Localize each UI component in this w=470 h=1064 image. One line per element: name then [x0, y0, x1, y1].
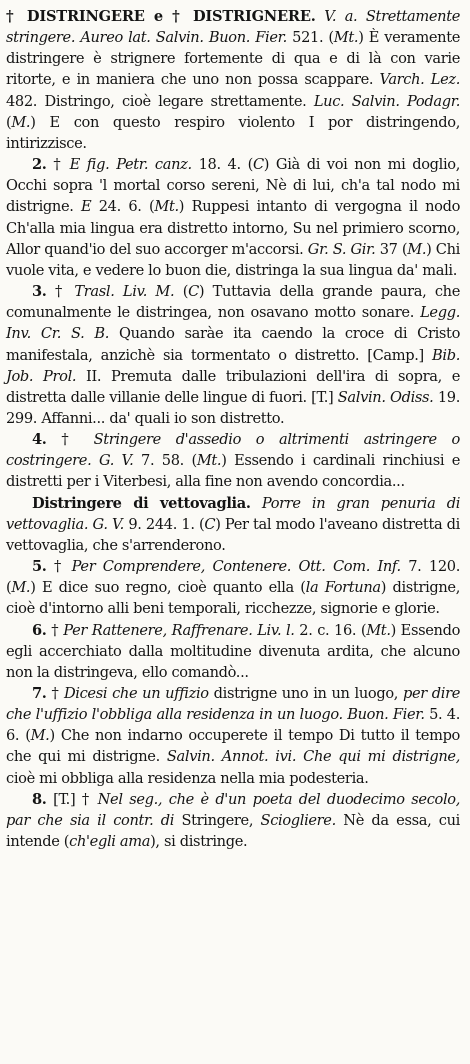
text-run: distrigne uno in un luogo,: [208, 685, 403, 702]
sense-2: [6, 154, 460, 281]
text-run: ) distrigne, cioè d'intorno alli beni temporali, ricchezze, signorie e glorie.: [6, 579, 460, 618]
sense-7: [6, 683, 460, 789]
text-run: ) È veramente distringere è strignere fortemente di qua e di là con varie ritorte, e in maniera che uno non possa scappare.: [6, 29, 461, 89]
text-run: II. Premuta dalle tribulazioni dell'ira di sopra, e distretta dalle villanie delle lingue di fuori. [T.]: [6, 367, 460, 406]
italic-text: Legg. Inv. Cr. S. B.: [6, 304, 460, 343]
text-run: [91, 452, 99, 469]
text-run: 7. 120. (: [6, 558, 460, 597]
italic-text: Mt.: [366, 621, 391, 639]
sense-6: [6, 620, 460, 683]
italic-text: C: [188, 283, 199, 301]
sense-number: 2.: [32, 156, 47, 174]
text-run: 9. 244. 1. (: [123, 515, 205, 533]
italic-text: M.: [11, 579, 31, 597]
sub-entry-vettovaglia: [6, 493, 460, 556]
text-run: ) Chi vuole vita, e vedere lo buon die, distringa la sua lingua da' mali.: [6, 240, 460, 279]
text-run: Stringere,: [174, 811, 261, 829]
sense-4: [6, 429, 460, 492]
italic-text: per dire che l'uffizio l'obbliga alla residenza in un luogo. Buon. Fier.: [6, 685, 460, 724]
entry-definition: [6, 6, 460, 154]
text-run: †: [46, 283, 75, 301]
sense-number: 7.: [32, 685, 47, 702]
text-run: 2. c. 16. (: [294, 621, 367, 639]
italic-text: Mt.: [154, 198, 179, 216]
sense-number: Distringere di vettovaglia.: [32, 494, 251, 512]
text-run: 19. 299. Affanni... da' quali io son distretto.: [6, 388, 460, 427]
text-run: cioè mi obbliga alla residenza nella mia podesteria.: [6, 769, 369, 787]
italic-text: E fig. Petr. canz.: [69, 156, 192, 174]
sense-number: 4.: [32, 431, 47, 449]
sense-8: [6, 789, 460, 852]
italic-text: M.: [407, 240, 427, 258]
text-run: ) E dice suo regno, cioè quanto ella (: [30, 579, 306, 597]
text-run: 482. Distringo, cioè legare strettamente.: [6, 92, 314, 110]
text-run: ) E con questo respiro violento I por distringendo, intirizzisce.: [6, 113, 460, 152]
italic-text: M.: [30, 727, 50, 745]
text-run: †: [46, 685, 64, 702]
sense-5: [6, 556, 460, 619]
text-run: ) Essendo egli accerchiato dalla moltitudine divenuta ardita, che alcuno non la distringeva, ello comandò...: [6, 621, 461, 681]
italic-text: M.: [11, 113, 31, 131]
text-run: 521. (: [286, 29, 334, 47]
italic-text: Mt.: [333, 29, 359, 47]
italic-text: Gr. S. Gir.: [307, 240, 376, 258]
italic-text: E: [80, 198, 92, 216]
sense-number: 3.: [32, 283, 47, 301]
italic-text: Porre in gran penuria di vettovaglia. G. V.: [6, 494, 461, 533]
italic-text: Salvin. Odiss.: [337, 388, 434, 406]
text-run: ) Per tal modo l'aveano distretta di vettovaglia, che s'arrenderono.: [6, 515, 460, 554]
italic-text: Mt.: [196, 452, 222, 470]
italic-text: C: [252, 156, 264, 174]
sense-number: 8.: [32, 790, 47, 808]
italic-text: ch'egli ama: [69, 833, 151, 851]
sense-number: 5.: [32, 558, 47, 576]
headword: † DISTRINGERE e † DISTRIGNERE.: [6, 8, 316, 25]
italic-text: Per Comprendere, Contenere. Ott. Com. Inf.: [71, 558, 401, 576]
italic-text: Luc. Salvin. Podagr.: [313, 92, 461, 110]
sense-number: 6.: [32, 621, 47, 639]
italic-text: Trasl. Liv. M.: [74, 283, 175, 301]
italic-text: Dicesi che un uffizio: [63, 685, 209, 702]
italic-text: Nel seg., che è d'un poeta del duodecimo secolo, par che sia il contr. di: [6, 790, 460, 829]
text-run: †: [46, 558, 72, 576]
italic-text: V. a. Strettamente stringere. Aureo lat. Salvin. Buon. Fier.: [6, 8, 460, 47]
text-run: †: [46, 156, 70, 174]
text-run: 5. 4. 6. (: [6, 706, 460, 745]
italic-text: Salvin. Annot. ivi. Che qui mi distrigne,: [166, 748, 460, 766]
italic-text: C: [204, 515, 216, 533]
text-run: ) Essendo i cardinali rinchiusi e distretti per i Viterbesi, alla fine non avendo concordia...: [6, 452, 461, 491]
text-run: ) Tuttavia della grande paura, che comunalmente le distringea, non osavano motto sonare.: [6, 283, 460, 322]
italic-text: Stringere d'assedio o altrimenti astringere o costringere.: [6, 431, 460, 470]
text-run: [T.] †: [46, 790, 98, 808]
text-run: [251, 495, 262, 512]
italic-text: Sciogliere.: [260, 811, 336, 829]
text-run: (: [174, 283, 189, 301]
text-run: 24. 6. (: [91, 198, 155, 216]
text-run: Quando saràe ita caendo la croce di Cristo manifestala, anzichè sia tormentato o distretto. [Camp.]: [6, 325, 461, 364]
text-run: [316, 8, 325, 25]
italic-text: Bib. Job. Prol.: [6, 346, 460, 385]
sense-3: [6, 281, 460, 429]
italic-text: Varch. Lez.: [379, 71, 460, 89]
text-run: ) Già di voi non mi doglio, Occhi sopra 'l mortal corso sereni, Nè di lui, ch'a tal nodo mi distrigne.: [6, 156, 460, 216]
text-run: ) Che non indarno occuperete il tempo Di tutto il tempo che qui mi distrigne.: [6, 727, 460, 766]
text-run: Nè da essa, cui intende (: [6, 811, 460, 851]
text-run: (: [6, 113, 12, 131]
text-run: †: [46, 431, 94, 449]
italic-text: Per Rattenere, Raffrenare. Liv. l.: [63, 621, 295, 639]
text-run: †: [46, 621, 64, 639]
italic-text: la Fortuna: [305, 579, 381, 597]
italic-text: G. V.: [98, 452, 134, 470]
text-run: 18. 4. (: [191, 156, 253, 174]
text-run: ) Ruppesi intanto di vergogna il nodo Ch'alla mia lingua era distretto intorno, Su nel primiero scorno, Allor quand'io del suo accorger m'accorsi.: [6, 198, 460, 258]
text-run: 37 (: [375, 240, 408, 258]
text-run: ), si distringe.: [150, 833, 248, 851]
text-run: 7. 58. (: [133, 452, 197, 470]
